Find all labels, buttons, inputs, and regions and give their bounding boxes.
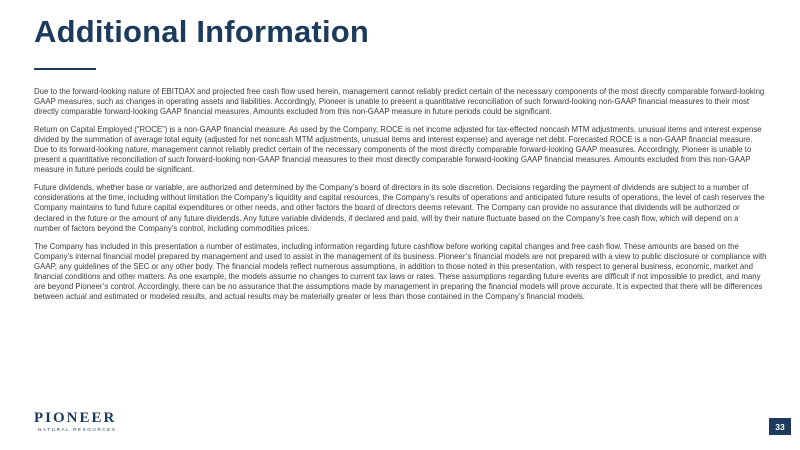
paragraph-estimates: The Company has included in this presentation a number of estimates, including information regarding future cashflow before working capital changes and free cash flow. These amounts are based on the Company’s internal financial model prepared by management and used to assist in the management of its business. Pioneer’s financial models are not prepared with a view to public disclosure or compliance with GAAP, any guidelines of the SEC or any other body. The financial models reflect numerous assumptions, in addition to those noted in this presentation, with respect to general business, economic, market and financial conditions and other matters. As one example, the models assume no changes to current tax laws or rates. These assumptions regarding future events are difficult if not impossible to predict, and many are beyond Pioneer’s control. Accordingly, there can be no assurance that the assumptions made by management in preparing the financial models will prove accurate. It is expected that there will be differences between actual and estimated or modeled results, and actual results may be materially greater or less than those contained in the Company’s financial models. [34, 241, 767, 301]
page-title: Additional Information [34, 14, 370, 49]
logo-subtitle: NATURAL RESOURCES [38, 427, 117, 432]
paragraph-roce: Return on Capital Employed (“ROCE”) is a non-GAAP financial measure. As used by the Company, ROCE is net income adjusted for tax-effected noncash MTM adjustments, unusual items and interest expense divided by the summation of average total equity (adjusted for net noncash MTM adjustments, unusual items and interest expense) and average net debt. Forecasted ROCE is a non-GAAP financial measure. Due to its forward-looking nature, management cannot reliably predict certain of the necessary components of the most directly comparable forward-looking GAAP measures. Accordingly, Pioneer is unable to present a quantitative reconciliation of such forward-looking non-GAAP financial measures to their most directly comparable forward-looking GAAP financial measures. Amounts excluded from this non-GAAP measure in future periods could be significant. [34, 125, 762, 175]
page-number-badge: 33 [769, 418, 791, 435]
title-underline [34, 68, 96, 70]
paragraph-dividends: Future dividends, whether base or variable, are authorized and determined by the Company’s board of directors in its sole discretion. Decisions regarding the payment of dividends are subject to a number of considerations at the time, including without limitation the Company’s liquidity and capital resources, the Company’s results of operations and anticipated future results of operations, the level of cash reserves the Company maintains to fund future capital expenditures or other needs, and other factors the board of directors deems relevant. The Company can provide no assurance that dividends will be authorized or declared in the future or the amount of any future dividends. Any future variable dividends, if declared and paid, will by their nature fluctuate based on the Company’s free cash flow, which will depend on a number of factors beyond the Company’s control, including commodities prices. [34, 183, 765, 233]
logo-wordmark: PIONEER [34, 410, 117, 426]
pioneer-logo [34, 411, 117, 432]
paragraph-ebitdax: Due to the forward-looking nature of EBITDAX and projected free cash flow used herein, management cannot reliably predict certain of the necessary components of the most directly comparable forward-looking GAAP measures, such as changes in operating assets and liabilities. Accordingly, Pioneer is unable to present a quantitative reconciliation of such forward-looking non-GAAP financial measures to their most directly comparable forward-looking GAAP financial measures. Amounts excluded from this non-GAAP measure in future periods could be significant. [34, 87, 765, 117]
disclaimer-body [34, 87, 767, 310]
